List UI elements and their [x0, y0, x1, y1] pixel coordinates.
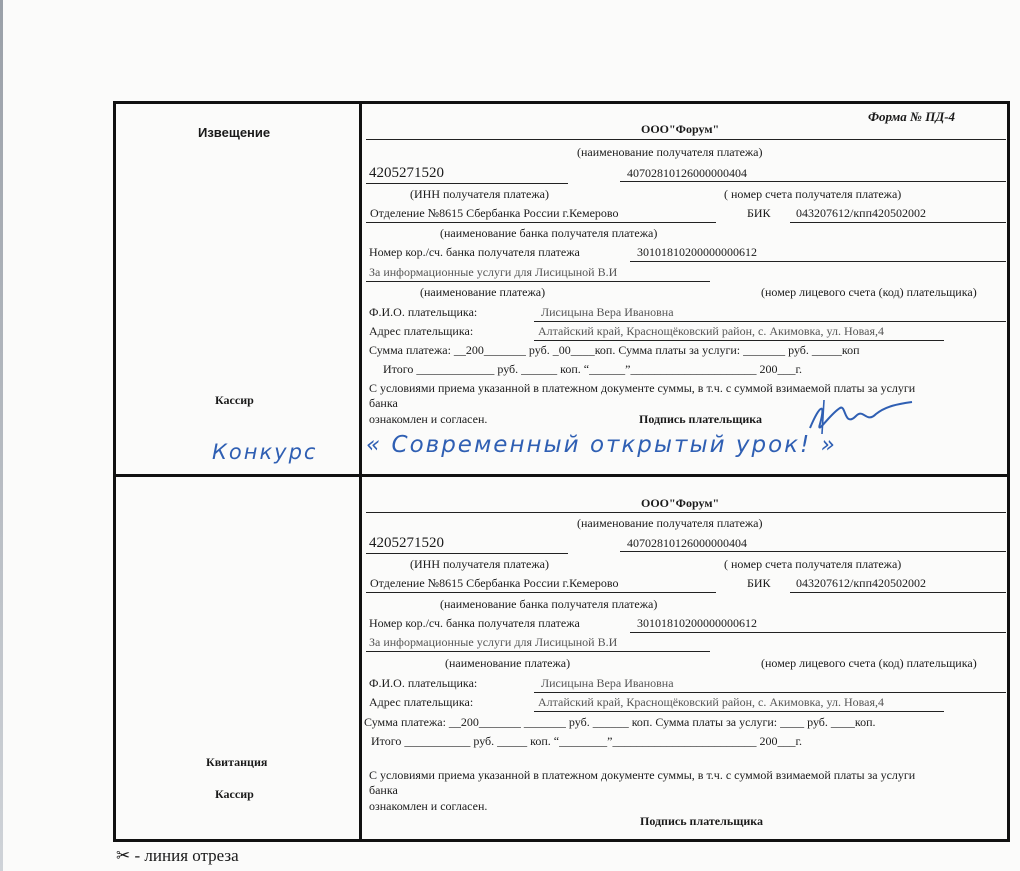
receipt-bik-label: БИК: [747, 576, 771, 590]
notice-sum-line: Сумма платежа: __200_______ руб. _00____коп. Сумма платы за услуги: _______ руб. _____коп: [369, 343, 860, 357]
receipt-payment-purpose: За информационные услуги для Лисицыной В.И: [369, 635, 618, 649]
receipt-terms-line1: С условиями приема указанной в платежном документе суммы, в т.ч. с суммой взимаемой платы за услуги: [369, 768, 916, 782]
cut-line-text: - линия отреза: [134, 846, 239, 865]
notice-signature-label: Подпись плательщика: [639, 412, 762, 426]
cashier-label-top: Кассир: [215, 393, 254, 407]
receipt-bik-value: 043207612/кпп420502002: [796, 576, 927, 590]
form-number: Форма № ПД-4: [868, 109, 956, 124]
cashier-label-bottom: Кассир: [215, 787, 254, 801]
receipt-payer-account-caption: (номер лицевого счета (код) плательщика): [761, 656, 977, 670]
notice-payer-account-caption: (номер лицевого счета (код) плательщика): [761, 285, 977, 299]
receipt-title: Квитанция: [206, 755, 268, 769]
notice-corr-value: 30101810200000000612: [637, 245, 757, 259]
receipt-bank-caption: (наименование банка получателя платежа): [440, 597, 658, 611]
receipt-corr-value: 30101810200000000612: [637, 616, 757, 630]
receipt-recipient-name: ООО"Форум": [641, 496, 720, 510]
notice-payment-purpose: За информационные услуги для Лисицыной В.И: [369, 265, 618, 279]
receipt-sum-line: Сумма платежа: __200_______ _______ руб. ______ коп. Сумма платы за услуги: ____ руб. ____коп.: [364, 715, 876, 729]
receipt-signature-label: Подпись плательщика: [640, 814, 763, 828]
notice-inn: 4205271520: [369, 165, 444, 181]
receipt-account-caption: ( номер счета получателя платежа): [724, 557, 902, 571]
notice-payer-address-value: Алтайский край, Краснощёковский район, с. Акимовка, ул. Новая,4: [538, 324, 884, 338]
receipt-inn: 4205271520: [369, 535, 444, 551]
receipt-payer-name-label: Ф.И.О. плательщика:: [369, 676, 478, 690]
receipt-terms-line3: ознакомлен и согласен.: [369, 799, 488, 813]
notice-payer-name-label: Ф.И.О. плательщика:: [369, 305, 478, 319]
receipt-corr-label: Номер кор./сч. банка получателя платежа: [369, 616, 580, 630]
receipt-account-number: 40702810126000000404: [627, 536, 747, 550]
receipt-payer-address-label: Адрес плательщика:: [369, 695, 474, 709]
notice-total-line: Итого _____________ руб. ______ коп. “______”_____________________ 200___г.: [383, 362, 803, 376]
receipt-terms-line2: банка: [369, 783, 398, 797]
notice-bik-label: БИК: [747, 206, 771, 220]
notice-recipient-caption: (наименование получателя платежа): [577, 145, 763, 159]
notice-payer-name-value: Лисицына Вера Ивановна: [541, 305, 674, 319]
notice-account-caption: ( номер счета получателя платежа): [724, 187, 902, 201]
notice-bank-name: Отделение №8615 Сбербанка России г.Кемерово: [370, 206, 619, 220]
receipt-bank-name: Отделение №8615 Сбербанка России г.Кемерово: [370, 576, 619, 590]
receipt-recipient-caption: (наименование получателя платежа): [577, 516, 763, 530]
payer-signature-scribble: [800, 394, 920, 444]
notice-bik-value: 043207612/кпп420502002: [796, 206, 927, 220]
receipt-total-line: Итого ___________ руб. _____ коп. “________”________________________ 200___г.: [371, 734, 803, 748]
notice-recipient-name: ООО"Форум": [641, 122, 720, 136]
cut-line-label: [116, 846, 239, 866]
notice-inn-caption: (ИНН получателя платежа): [410, 187, 549, 201]
notice-title: Извещение: [198, 125, 271, 140]
notice-payer-address-label: Адрес плательщика:: [369, 324, 474, 338]
handwritten-lesson-title: « Современный открытый урок! »: [366, 432, 837, 458]
notice-bank-caption: (наименование банка получателя платежа): [440, 226, 658, 240]
notice-terms-line1: С условиями приема указанной в платежном документе суммы, в т.ч. с суммой взимаемой платы за услуги: [369, 381, 916, 395]
receipt-inn-caption: (ИНН получателя платежа): [410, 557, 549, 571]
receipt-payer-name-value: Лисицына Вера Ивановна: [541, 676, 674, 690]
scissors-icon: ✂: [116, 846, 131, 865]
receipt-purpose-caption: (наименование платежа): [445, 656, 571, 670]
receipt-payer-address-value: Алтайский край, Краснощёковский район, с. Акимовка, ул. Новая,4: [538, 695, 884, 709]
notice-corr-label: Номер кор./сч. банка получателя платежа: [369, 245, 580, 259]
notice-purpose-caption: (наименование платежа): [420, 285, 546, 299]
page-binding-edge: [0, 0, 3, 871]
handwritten-contest: Конкурс: [212, 440, 318, 464]
notice-terms-line3: ознакомлен и согласен.: [369, 412, 488, 426]
section-divider: [116, 474, 1007, 477]
notice-terms-line2: банка: [369, 396, 398, 410]
column-divider: [359, 104, 362, 839]
notice-account-number: 40702810126000000404: [627, 166, 747, 180]
